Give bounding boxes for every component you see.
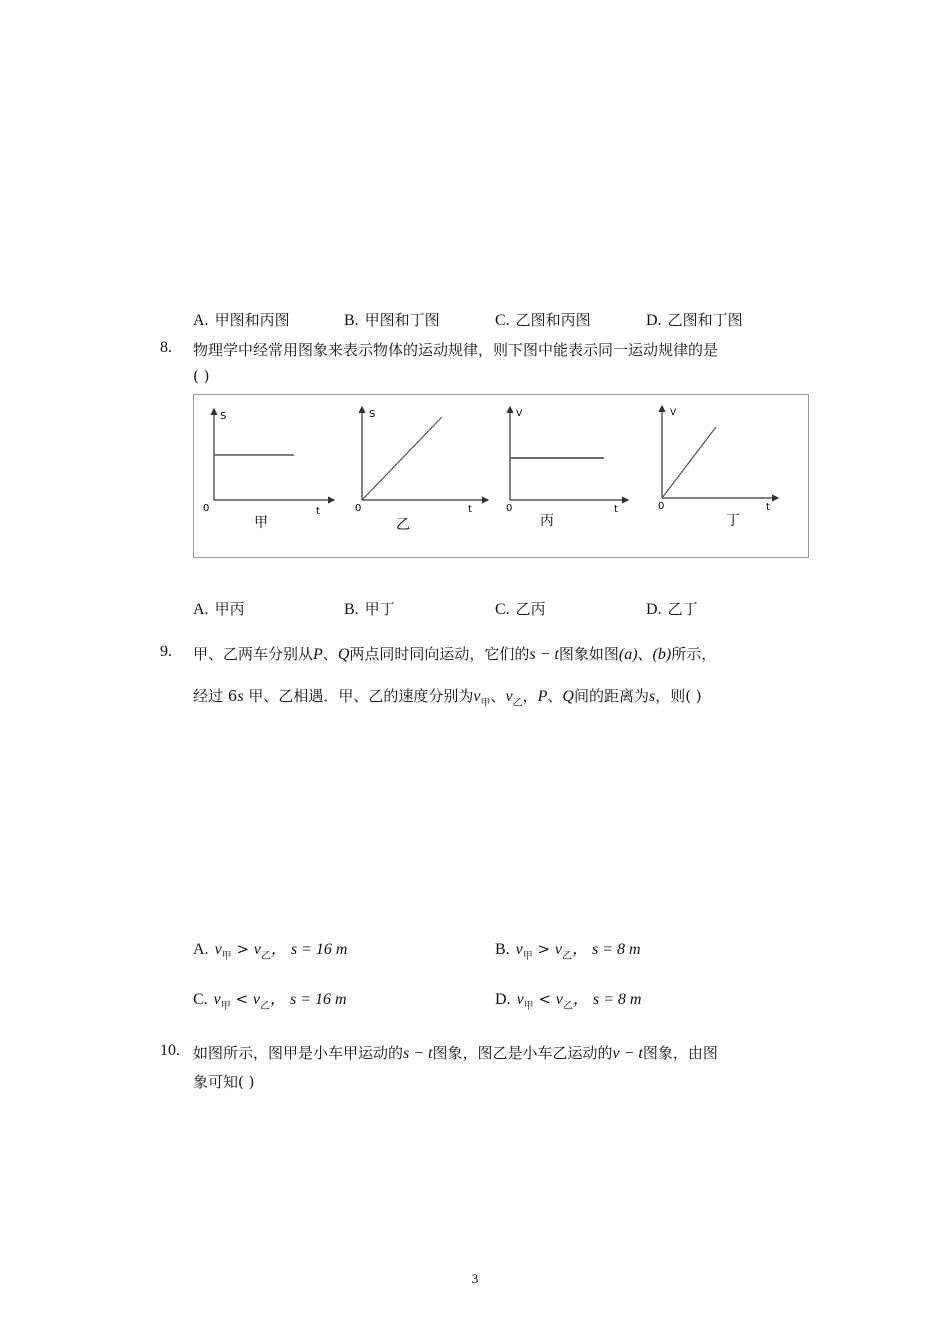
q10-stem-line1: 如图所示，图甲是小车甲运动的s − t图象，图乙是小车乙运动的v − t图象，由图 [193, 1044, 718, 1062]
graph-jia-origin: 0 [203, 503, 210, 514]
graph-yi-line [362, 417, 442, 500]
graph-yi-ylabel: S [369, 409, 376, 420]
q8-graphs-svg [194, 395, 808, 557]
graph-bing-ylabel: V [516, 409, 523, 419]
q9-number: 9. [160, 643, 172, 660]
q7-option-a: A. 甲图和丙图 [193, 311, 290, 329]
q9-option-b: B. $v_甲 > v_乙$， s = 8 m [495, 940, 641, 962]
graph-bing-xlabel: t [614, 504, 618, 515]
graph-ding-ylabel: V [670, 408, 677, 418]
graph-jia-ylabel: S [220, 411, 227, 422]
graph-ding-xlabel: t [766, 502, 770, 513]
q8-option-d: D. 乙丁 [646, 600, 698, 618]
graph-yi [355, 407, 488, 533]
q8-number: 8. [160, 339, 172, 356]
q8-stem-line2: ( ) [193, 367, 210, 385]
graph-ding [658, 406, 778, 529]
graph-ding-caption: 丁 [726, 513, 740, 529]
q8-figure [193, 394, 809, 558]
graph-yi-xlabel: t [468, 504, 472, 515]
graph-bing [506, 407, 628, 529]
q9-option-a: A. $v_甲 > v_乙$， s = 16 m [193, 940, 348, 962]
q8-stem-line1: 物理学中经常用图象来表示物体的运动规律，则下图中能表示同一运动规律的是 [193, 341, 719, 359]
q9-option-c: C. $v_甲 < v_乙$， s = 16 m [193, 990, 347, 1012]
q10-stem-line2: 象可知( ) [193, 1073, 255, 1091]
q7-option-d: D. 乙图和丁图 [646, 311, 743, 329]
q9-stem-line2: 经过 6s 甲、乙相遇．甲、乙的速度分别为$v_甲$、$v_乙$，P、Q间的距离为s，则( ) [193, 687, 702, 709]
graph-yi-origin: 0 [355, 503, 362, 514]
graph-jia-xlabel: t [316, 506, 320, 517]
q7-option-c: C. 乙图和丙图 [495, 311, 591, 329]
q9-stem-line1: 甲、乙两车分别从P、Q两点同时同向运动，它们的s − t图象如图(a)、(b)所示， [193, 645, 717, 663]
q9-option-d: D. $v_甲 < v_乙$， s = 8 m [495, 990, 642, 1012]
q8-option-c: C. 乙丙 [495, 600, 546, 618]
graph-ding-line [662, 427, 716, 498]
graph-jia-caption: 甲 [254, 515, 268, 531]
page-number: 3 [471, 1271, 479, 1286]
graph-bing-origin: 0 [506, 503, 513, 514]
graph-yi-caption: 乙 [396, 517, 410, 533]
q8-option-a: A. 甲丙 [193, 600, 245, 618]
q7-option-b: B. 甲图和丁图 [344, 311, 440, 329]
q10-number: 10. [160, 1042, 180, 1059]
graph-jia [203, 409, 334, 531]
graph-bing-caption: 丙 [540, 513, 554, 529]
q8-option-b: B. 甲丁 [344, 600, 395, 618]
graph-ding-origin: 0 [658, 501, 665, 512]
